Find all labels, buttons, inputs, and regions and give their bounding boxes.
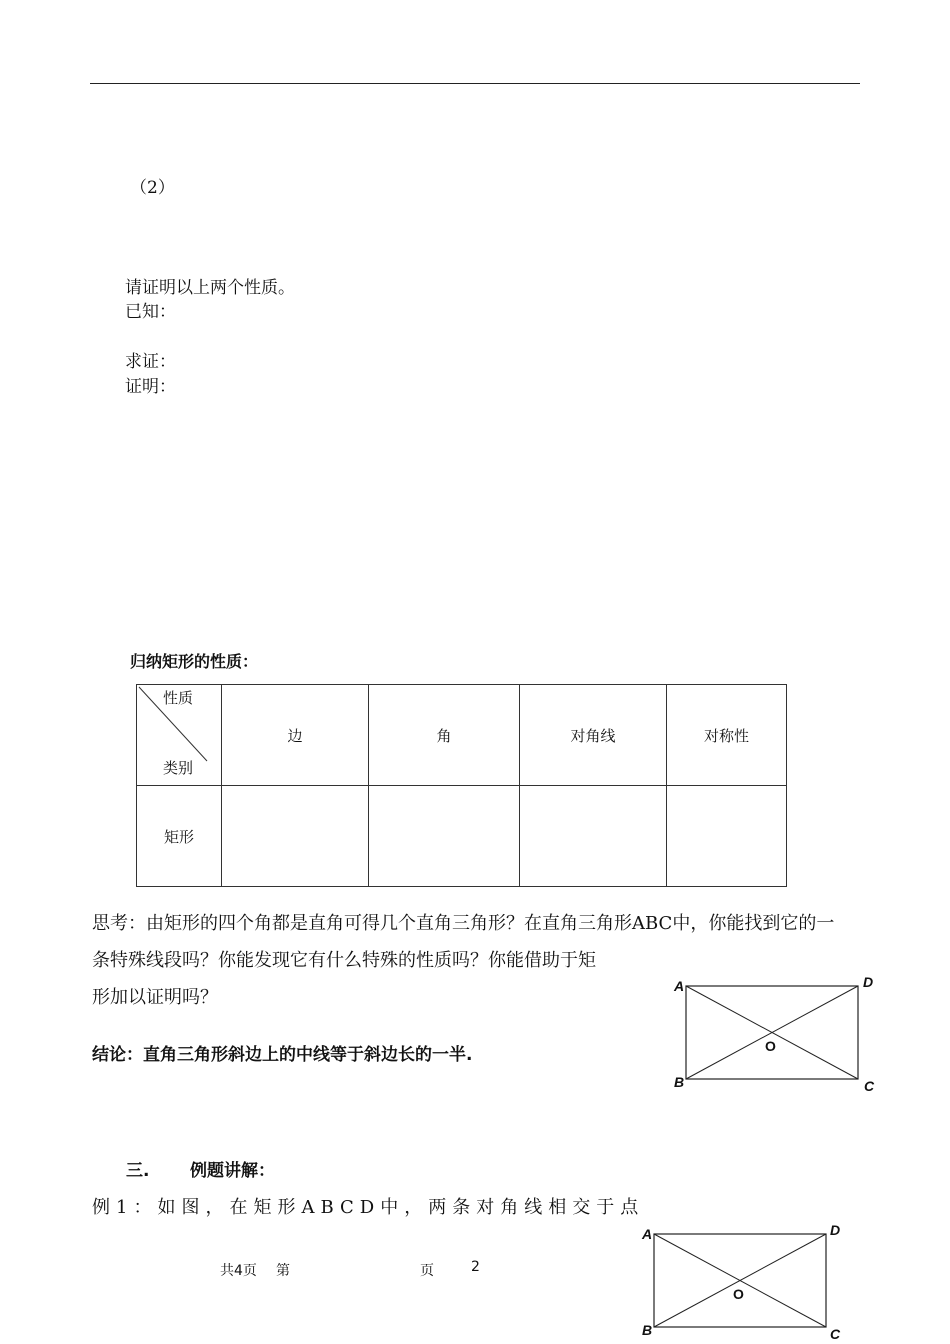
vertex-b-label: B — [642, 1322, 653, 1338]
header-edges: 边 — [222, 685, 369, 786]
vertex-a-label: A — [674, 978, 685, 994]
proof-label: 证明： — [125, 377, 176, 397]
think-line-3: 形加以证明吗？ — [92, 987, 218, 1008]
header-symmetry: 对称性 — [667, 685, 787, 786]
properties-table — [136, 684, 787, 887]
center-o-label: O — [765, 1038, 776, 1054]
vertex-c-label: C — [830, 1326, 841, 1342]
header-angles: 角 — [369, 685, 520, 786]
summary-heading: 归纳矩形的性质： — [130, 652, 259, 671]
given-label: 已知： — [125, 302, 176, 322]
footer-ye: 页 — [420, 1263, 434, 1279]
think-line-2: 条特殊线段吗？你能发现它有什么特殊的性质吗？你能借助于矩 — [92, 950, 596, 971]
cell-angles — [369, 786, 520, 887]
vertex-b-label: B — [674, 1074, 685, 1090]
item-number: （2） — [130, 178, 175, 198]
section-number: 三. — [126, 1161, 150, 1181]
corner-bottom-label: 类别 — [163, 759, 194, 777]
footer-page-number: 2 — [471, 1259, 480, 1275]
header-rule — [90, 83, 860, 84]
footer-di: 第 — [276, 1263, 290, 1279]
vertex-a-label: A — [642, 1226, 653, 1242]
row-label-rectangle: 矩形 — [137, 786, 222, 887]
section-title: 例题讲解： — [190, 1161, 275, 1181]
cell-symmetry — [667, 786, 787, 887]
example-1: 例1：如图，在矩形ABCD中，两条对角线相交于点 — [92, 1197, 645, 1218]
think-line-1: 思考：由矩形的四个角都是直角可得几个直角三角形？在直角三角形ABC中，你能找到它的一 — [92, 913, 835, 934]
table-corner-cell — [137, 685, 222, 786]
vertex-c-label: C — [864, 1078, 875, 1094]
cell-diagonals — [520, 786, 667, 887]
footer-total-pages: 共4页 — [220, 1263, 257, 1279]
rectangle-figure-1 — [668, 970, 880, 1095]
vertex-d-label: D — [863, 974, 874, 990]
proof-prompt: 请证明以上两个性质。 — [125, 278, 295, 298]
rectangle-figure-2 — [636, 1218, 848, 1344]
header-diagonals: 对角线 — [520, 685, 667, 786]
corner-top-label: 性质 — [163, 689, 194, 707]
to-prove-label: 求证： — [125, 352, 176, 372]
center-o-label: O — [733, 1286, 744, 1302]
conclusion: 结论：直角三角形斜边上的中线等于斜边长的一半. — [92, 1045, 473, 1065]
vertex-d-label: D — [830, 1222, 841, 1238]
cell-edges — [222, 786, 369, 887]
